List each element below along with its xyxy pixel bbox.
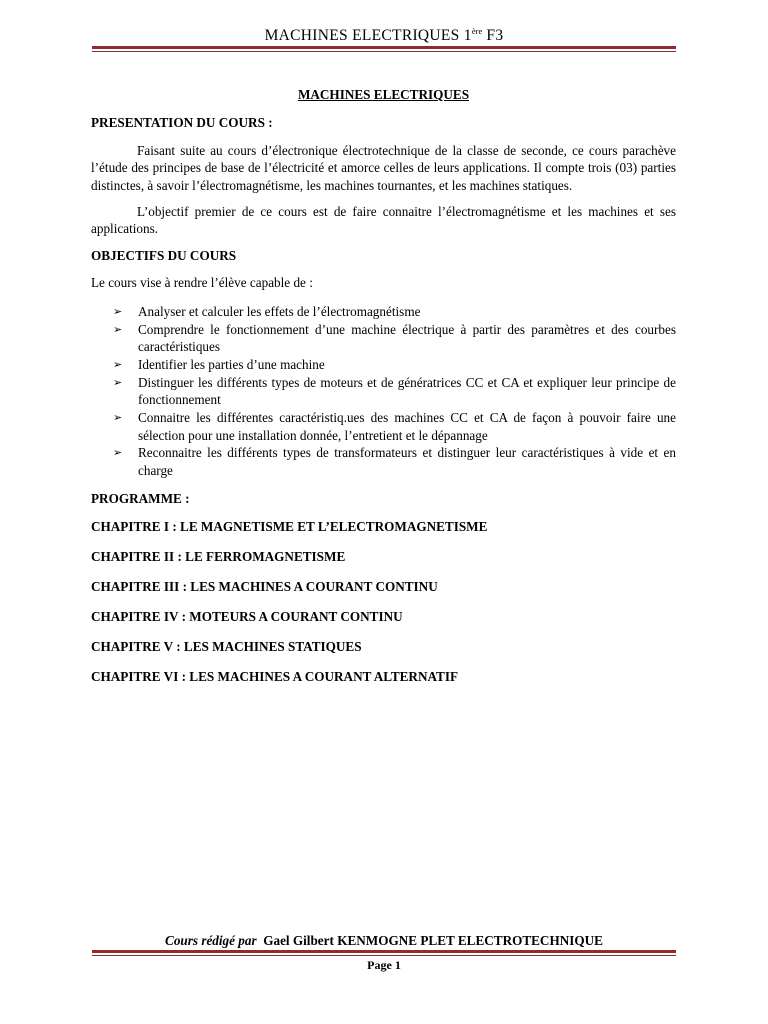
- chapter-1: CHAPITRE I : LE MAGNETISME ET L’ELECTROMAGNETISME: [91, 518, 488, 534]
- objectives-heading: OBJECTIFS DU COURS: [91, 247, 237, 263]
- presentation-paragraph-1: Faisant suite au cours d’électronique électrotechnique de la classe de seconde, ce cours parachève l’étude des principes de base de l’électricité et amorce celles de leurs applications. Il compte trois (03) parties distinctes, à savoir l’électromagnétisme, les machines tournantes, et les machines statiques.: [91, 142, 676, 193]
- objective-text: Comprendre le fonctionnement d’une machine électrique à partir des paramètres et des courbes caractéristiques: [138, 321, 676, 354]
- page-number: Page 1: [367, 958, 401, 972]
- arrow-bullet-icon: ➢: [113, 411, 123, 425]
- chapter-2: CHAPITRE II : LE FERROMAGNETISME: [91, 548, 346, 564]
- programme-heading: PROGRAMME :: [91, 491, 190, 507]
- chapter-5: CHAPITRE V : LES MACHINES STATIQUES: [91, 638, 362, 654]
- header-title-main: MACHINES ELECTRIQUES 1: [264, 27, 472, 44]
- arrow-bullet-icon: ➢: [113, 322, 123, 336]
- objective-text: Reconnaitre les différents types de transformateurs et distinguer leur caractéristiques à vide et en charge: [138, 445, 676, 478]
- list-item: [91, 444, 676, 479]
- arrow-bullet-icon: ➢: [113, 375, 123, 389]
- list-item: [91, 303, 676, 320]
- header-rule-thin: [92, 51, 676, 52]
- running-header: [0, 26, 768, 45]
- list-item: [91, 356, 676, 373]
- header-title-superscript: ère: [471, 26, 483, 36]
- page-body: [91, 86, 676, 698]
- list-item: [91, 409, 676, 444]
- chapter-6: CHAPITRE VI : LES MACHINES A COURANT ALTERNATIF: [91, 668, 459, 684]
- footer-author-prefix: Cours rédigé par: [165, 933, 257, 948]
- arrow-bullet-icon: ➢: [113, 446, 123, 460]
- footer-rule-thin: [92, 955, 676, 956]
- footer-author-name: Gael Gilbert KENMOGNE PLET ELECTROTECHNIQUE: [263, 933, 603, 948]
- presentation-heading: PRESENTATION DU COURS :: [91, 115, 273, 131]
- header-title-tail: F3: [482, 27, 504, 44]
- arrow-bullet-icon: ➢: [113, 357, 123, 371]
- arrow-bullet-icon: ➢: [113, 304, 123, 318]
- chapter-4: CHAPITRE IV : MOTEURS A COURANT CONTINU: [91, 608, 403, 624]
- header-rule-thick: [92, 46, 676, 49]
- list-item: [91, 374, 676, 409]
- objectives-list: [91, 303, 676, 480]
- presentation-paragraph-2: L’objectif premier de ce cours est de faire connaitre l’électromagnétisme et les machines et ses applications.: [91, 204, 676, 237]
- footer-rule-thick: [92, 950, 676, 953]
- objective-text: Analyser et calculer les effets de l’électromagnétisme: [138, 303, 421, 319]
- objective-text: Identifier les parties d’une machine: [138, 356, 325, 372]
- chapter-3: CHAPITRE III : LES MACHINES A COURANT CONTINU: [91, 578, 438, 594]
- objective-text: Connaitre les différentes caractéristiq.ues des machines CC et CA de façon à pouvoir faire une sélection pour une installation donnée, l’entretient et le dépannage: [138, 410, 676, 443]
- objective-text: Distinguer les différents types de moteurs et de génératrices CC et CA et expliquer leur principe de fonctionnement: [138, 374, 676, 408]
- document-title: MACHINES ELECTRIQUES: [297, 87, 470, 102]
- list-item: [91, 321, 676, 356]
- objectives-intro: Le cours vise à rendre l’élève capable de :: [91, 275, 313, 291]
- footer-author: [0, 933, 768, 949]
